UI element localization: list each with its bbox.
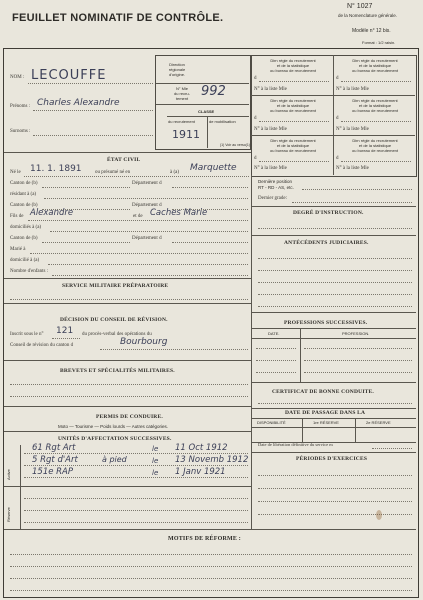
- date-passage-heading: DATE DE PASSAGE DANS LA: [285, 410, 366, 416]
- prenoms-value: Charles Alexandre: [37, 98, 120, 108]
- surnoms-label: Surnoms :: [10, 129, 31, 134]
- passage-col-disponibilite: DISPONIBILITÉ: [257, 420, 286, 425]
- unit-row-3-unit: 151e RAP: [32, 467, 74, 477]
- motifs-heading: MOTIFS DE RÉFORME :: [168, 536, 241, 542]
- permis-categories: Moto — Tourisme — Poids lourds — Autres catégories.: [58, 424, 168, 429]
- passage-col-reserve2: 2e RÉSERVE: [366, 420, 391, 425]
- surnoms-line: [33, 135, 153, 136]
- doc-subtitle: de la Nomenclature générale.: [338, 13, 398, 18]
- direction-label: Direction régionale d'origine.: [168, 62, 186, 77]
- unit-row-2-date: 13 Novemb 1912: [175, 455, 249, 465]
- document-title: FEUILLET NOMINATIF DE CONTRÔLE.: [12, 12, 224, 24]
- transfer-cell-3: Dirn régle du recrutement et de la statistique ou bureau de recrutement: [269, 98, 317, 113]
- active-side-label: Active: [6, 469, 11, 480]
- professions-heading: PROFESSIONS SUCCESSIVES.: [284, 320, 368, 326]
- verso-footnote: (1) Voir au verso(1): [220, 143, 250, 147]
- nom-label: NOM :: [10, 75, 25, 80]
- brevets-heading: BREVETS ET SPÉCIALITÉS MILITAIRES.: [60, 368, 175, 374]
- professions-col-date: DATE.: [268, 331, 280, 336]
- professions-col-profession: PROFESSION.: [342, 331, 370, 336]
- unit-row-3-date: 1 Janv 1921: [175, 467, 226, 477]
- etat-civil-heading: ÉTAT CIVIL: [107, 157, 141, 163]
- certificat-heading: CERTIFICAT DE BONNE CONDUITE.: [272, 389, 374, 395]
- unit-row-1-unit: 61 Rgt Art: [32, 443, 76, 453]
- birth-date-value: 11. 1. 1891: [30, 164, 82, 174]
- liberation-label: Date de libération définitive du service m: [258, 442, 333, 447]
- degre-instruction-heading: DEGRÉ D'INSTRUCTION.: [293, 210, 364, 216]
- doc-number: N° 1027: [347, 3, 373, 10]
- transfer-cell-2: Dirn régle du recrutement et de la statistique ou bureau de recrutement: [351, 58, 399, 73]
- classe-label: CLASSE: [198, 109, 215, 114]
- inscrit-value: 121: [56, 326, 74, 336]
- permis-heading: PERMIS DE CONDUIRE.: [96, 414, 163, 420]
- birth-place-value: Marquette: [190, 163, 237, 173]
- passage-col-reserve1: 1re RÉSERVE: [313, 420, 339, 425]
- column-divider: [251, 175, 252, 421]
- unites-heading: UNITÉS D'AFFECTATION SUCCESSIVES.: [58, 436, 172, 442]
- nom-line: [28, 83, 153, 84]
- format-label: Format : 1/2 raisin.: [362, 40, 396, 45]
- unit-row-1-date: 11 Oct 1912: [175, 443, 228, 453]
- mother-value: Caches Marie: [150, 208, 208, 218]
- decision-heading: DÉCISION DU CONSEIL DE RÉVISION.: [60, 317, 168, 323]
- nom-value: LECOUFFE: [31, 68, 107, 83]
- derniere-position-label: Dernière position: [258, 179, 293, 184]
- service-militaire-heading: SERVICE MILITAIRE PRÉPARATOIRE: [62, 283, 169, 289]
- mobilisation-label: de mobilisation: [209, 119, 236, 124]
- reserve-side-label: Réserve: [6, 507, 11, 522]
- unit-row-2-unit: 5 Rgt d'Art: [32, 455, 78, 465]
- unit-row-2-mode: à pied: [102, 455, 127, 464]
- recrutement-value: 1911: [172, 128, 200, 141]
- father-value: Alexandre: [30, 208, 74, 218]
- recrutement-label: du recrutement: [168, 119, 195, 124]
- transfer-cell-5: Dirn régle du recrutement et de la statistique ou bureau de recrutement: [269, 138, 317, 153]
- periodes-heading: PÉRIODES D'EXERCICES: [296, 456, 368, 462]
- control-sheet: FEUILLET NOMINATIF DE CONTRÔLE. N° 1027 de la Nomenclature générale. Modèle n° 12 bis. Format : 1/2 raisin. NOM : LECOUFFE Prénoms : Charles Alexandre Surnoms : Direction régionale d'origine. N° Mle du recru- tement 992 CLASSE du recrutement de mobilisation 1911 (1) Voir au verso(1) Dirn régle du recrutement et de la statistique ou bureau de recrutement d N° à la liste Mle Dirn régle du recrutement et de la statistique ou bureau de recrutement d N° à la liste Mle Dirn régle du recrutement et de la statistique ou bureau de recrutement d N° à la liste Mle Dirn régle du recrutement et de la statistique ou bureau de recrutement d N° à la liste Mle Dirn régle du recrutement et de la statistique ou bureau de recrutement d N° à la liste Mle Dirn régle du recrutement et de la statistique ou bureau de recrutement d N° à la liste Mle ÉTAT CIVIL Né le 11. 1. 1891 ou présumé né en à (a) Marquette Canton de (b) Département d résidant à (a) Canton de (b) Département d Fils de Alexandre et de Caches Marie domiciliés à (a) Canton de (b) Département d Marié à domicilié à (a) Nombre d'enfants : Dernière position RT - RD - AS, etc. Dernier grade: DEGRÉ D'INSTRUCTION. ANTÉCÉDENTS JUDICIAIRES. SERVICE MILITAIRE PRÉPARATOIRE DÉCISION DU CONSEIL DE RÉVISION. Inscrit sous le n° 121 du procès-verbal des opérations du Conseil de révision du canton d Bourbourg PROFESSIONS SUCCESSIVES. DATE. PROFESSION. BREVETS ET SPÉCIALITÉS MILITAIRES. CERTIFICAT DE BONNE CONDUITE. DATE DE PASSAGE DANS LA DISPONIBILITÉ 1re RÉSERVE 2e RÉSERVE PERMIS DE CONDUIRE. Moto — Tourisme — Poids lourds — Autres catégories. Date de libération définitive du service m PÉRIODES D'EXERCICES UNITÉS D'AFFECTATION SUCCESSIVES. Active Réserve 61 Rgt Art le 11 Oct 1912 5 Rgt d'Art à pied le 13 Novemb 1912 151e RAP le 1 Janv 1921 MOTIFS DE RÉFORME :: [0, 0, 423, 600]
- prenoms-line: [33, 110, 153, 111]
- conseil-canton-value: Bourbourg: [120, 337, 168, 347]
- matricule-value: 992: [201, 84, 226, 99]
- transfer-cell-6: Dirn régle du recrutement et de la statistique ou bureau de recrutement: [351, 138, 399, 153]
- antecedents-heading: ANTÉCÉDENTS JUDICIAIRES.: [284, 240, 369, 246]
- transfer-cell-4: Dirn régle du recrutement et de la statistique ou bureau de recrutement: [351, 98, 399, 113]
- transfer-cell-1: Dirn régle du recrutement et de la statistique ou bureau de recrutement: [269, 58, 317, 73]
- matricule-label: N° Mle du recru- tement: [173, 86, 190, 101]
- model-number: Modèle n° 12 bis.: [352, 28, 391, 34]
- ink-stain: [376, 510, 382, 520]
- transfer-grid: [251, 55, 417, 177]
- prenoms-label: Prénoms :: [10, 104, 31, 109]
